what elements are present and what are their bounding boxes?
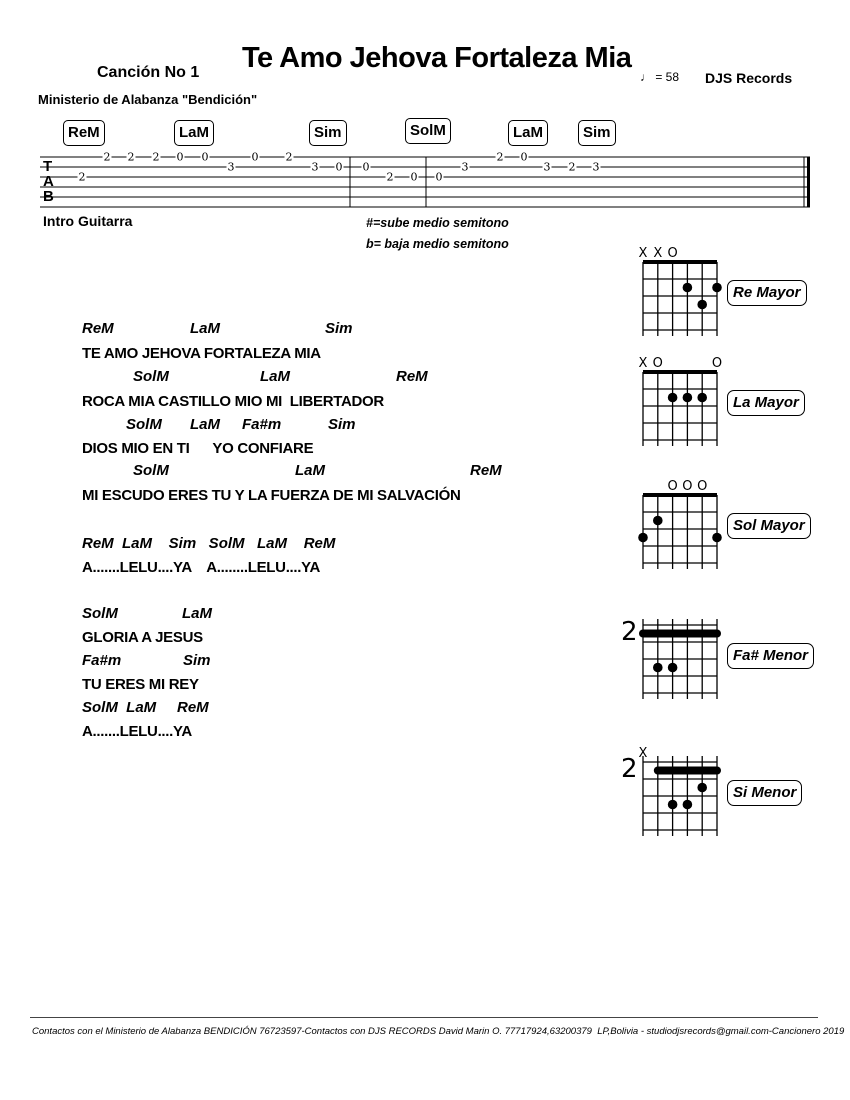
string-marker: X: [653, 246, 663, 261]
chord: Fa#m: [82, 652, 122, 669]
chord-line: SolM LaM ReM: [82, 699, 209, 716]
tab-note: 3: [311, 160, 319, 174]
lyric-line: A.......LELU....YA: [82, 723, 192, 740]
string-marker: O: [697, 479, 708, 494]
string-marker: O: [652, 356, 663, 371]
chord-name-label: Fa# Menor: [727, 643, 814, 669]
chord-diagram: [618, 240, 738, 350]
tab-note: 0: [362, 160, 370, 174]
chord-name-label: Si Menor: [727, 780, 802, 806]
chord: Fa#m: [242, 416, 282, 433]
chord-name-label: La Mayor: [727, 390, 805, 416]
chord: LaM: [295, 462, 325, 479]
footer-divider: [30, 1017, 818, 1018]
lyric-line: TE AMO JEHOVA FORTALEZA MIA: [82, 345, 321, 362]
finger-dot: [712, 533, 722, 543]
chord-diagram: [618, 473, 738, 583]
finger-dot: [697, 783, 707, 793]
string-marker: O: [667, 479, 678, 494]
chord: ReM: [82, 320, 114, 337]
lyric-line: ROCA MIA CASTILLO MIO MI LIBERTADOR: [82, 393, 384, 410]
chord: LaM: [190, 416, 220, 433]
tab-chord: ReM: [63, 120, 105, 146]
tab-note: 0: [251, 150, 259, 164]
intro-label: Intro Guitarra: [43, 213, 133, 229]
tab-chord: LaM: [174, 120, 214, 146]
finger-dot: [683, 800, 693, 810]
footer-contacts: Contactos con el Ministerio de Alabanza BENDICIÓN 76723597-Contactos con DJS RECORDS David Marin O. 77717924,63200379 LP,Bolivia - studiodjsrecords@gmail.com-Cancionero 2019: [32, 1026, 845, 1037]
tab-note: 2: [152, 150, 160, 164]
fret-number: 2: [621, 617, 638, 647]
string-marker: X: [638, 246, 648, 261]
publisher: DJS Records: [705, 70, 793, 86]
tab-clef: T A B: [43, 158, 54, 205]
tab-chord: Sim: [309, 120, 347, 146]
tab-note: 0: [435, 170, 443, 184]
string-marker: O: [667, 246, 678, 261]
chord: Sim: [325, 320, 353, 337]
tab-chord: SolM: [405, 118, 451, 144]
tab-note: 3: [543, 160, 551, 174]
chord: Sim: [183, 652, 211, 669]
tab-note: 2: [568, 160, 576, 174]
chord-name-label: Sol Mayor: [727, 513, 811, 539]
finger-dot: [697, 393, 707, 403]
tab-note: 2: [285, 150, 293, 164]
ministry-name: Ministerio de Alabanza "Bendición": [38, 92, 258, 107]
tab-note: 2: [496, 150, 504, 164]
tab-staff: [0, 0, 850, 230]
finger-dot: [668, 800, 678, 810]
string-marker: O: [682, 479, 693, 494]
finger-dot: [712, 283, 722, 293]
finger-dot: [697, 300, 707, 310]
tab-note: 3: [461, 160, 469, 174]
chord: SolM: [133, 462, 169, 479]
lyric-line: TU ERES MI REY: [82, 676, 199, 693]
string-marker: O: [711, 356, 723, 371]
chord: Sim: [328, 416, 356, 433]
chord: SolM: [126, 416, 162, 433]
tab-chord: Sim: [578, 120, 616, 146]
tab-note: 2: [386, 170, 394, 184]
sharp-legend: #=sube medio semitono: [366, 216, 509, 230]
chord: LaM: [182, 605, 212, 622]
tab-note: 3: [227, 160, 235, 174]
chord: SolM: [133, 368, 169, 385]
tab-chord: LaM: [508, 120, 548, 146]
chord-name-label: Re Mayor: [727, 280, 807, 306]
chord: ReM: [470, 462, 502, 479]
tab-note: 3: [592, 160, 600, 174]
chord: LaM: [260, 368, 290, 385]
tempo-marking: ♩ = 58: [640, 70, 680, 84]
chord-diagram: [618, 350, 738, 460]
song-title: Te Amo Jehova Fortaleza Mia: [242, 42, 632, 74]
tab-note: 2: [78, 170, 86, 184]
chord-line: ReM LaM Sim SolM LaM ReM: [82, 535, 336, 552]
lyric-line: DIOS MIO EN TI YO CONFIARE: [82, 440, 314, 457]
lyric-line: A.......LELU....YA A........LELU....YA: [82, 559, 321, 576]
string-marker: X: [638, 356, 648, 371]
tab-note: 0: [335, 160, 343, 174]
tab-note: 0: [201, 150, 209, 164]
fret-number: 2: [621, 754, 638, 784]
finger-dot: [653, 663, 663, 673]
tab-note: 0: [176, 150, 184, 164]
string-marker: X: [638, 746, 648, 761]
finger-dot: [683, 283, 693, 293]
chord: LaM: [190, 320, 220, 337]
finger-dot: [668, 663, 678, 673]
finger-dot: [653, 516, 663, 526]
finger-dot: [668, 393, 678, 403]
flat-legend: b= baja medio semitono: [366, 237, 509, 251]
chord: SolM: [82, 605, 118, 622]
lyric-line: MI ESCUDO ERES TU Y LA FUERZA DE MI SALVACIÓN: [82, 487, 461, 504]
lyric-line: GLORIA A JESUS: [82, 629, 203, 646]
song-number: Canción No 1: [97, 64, 200, 81]
finger-dot: [638, 533, 648, 543]
chord: ReM: [396, 368, 428, 385]
tab-note: 0: [410, 170, 418, 184]
tab-note: 2: [103, 150, 111, 164]
finger-dot: [683, 393, 693, 403]
tab-note: 0: [520, 150, 528, 164]
tab-note: 2: [127, 150, 135, 164]
